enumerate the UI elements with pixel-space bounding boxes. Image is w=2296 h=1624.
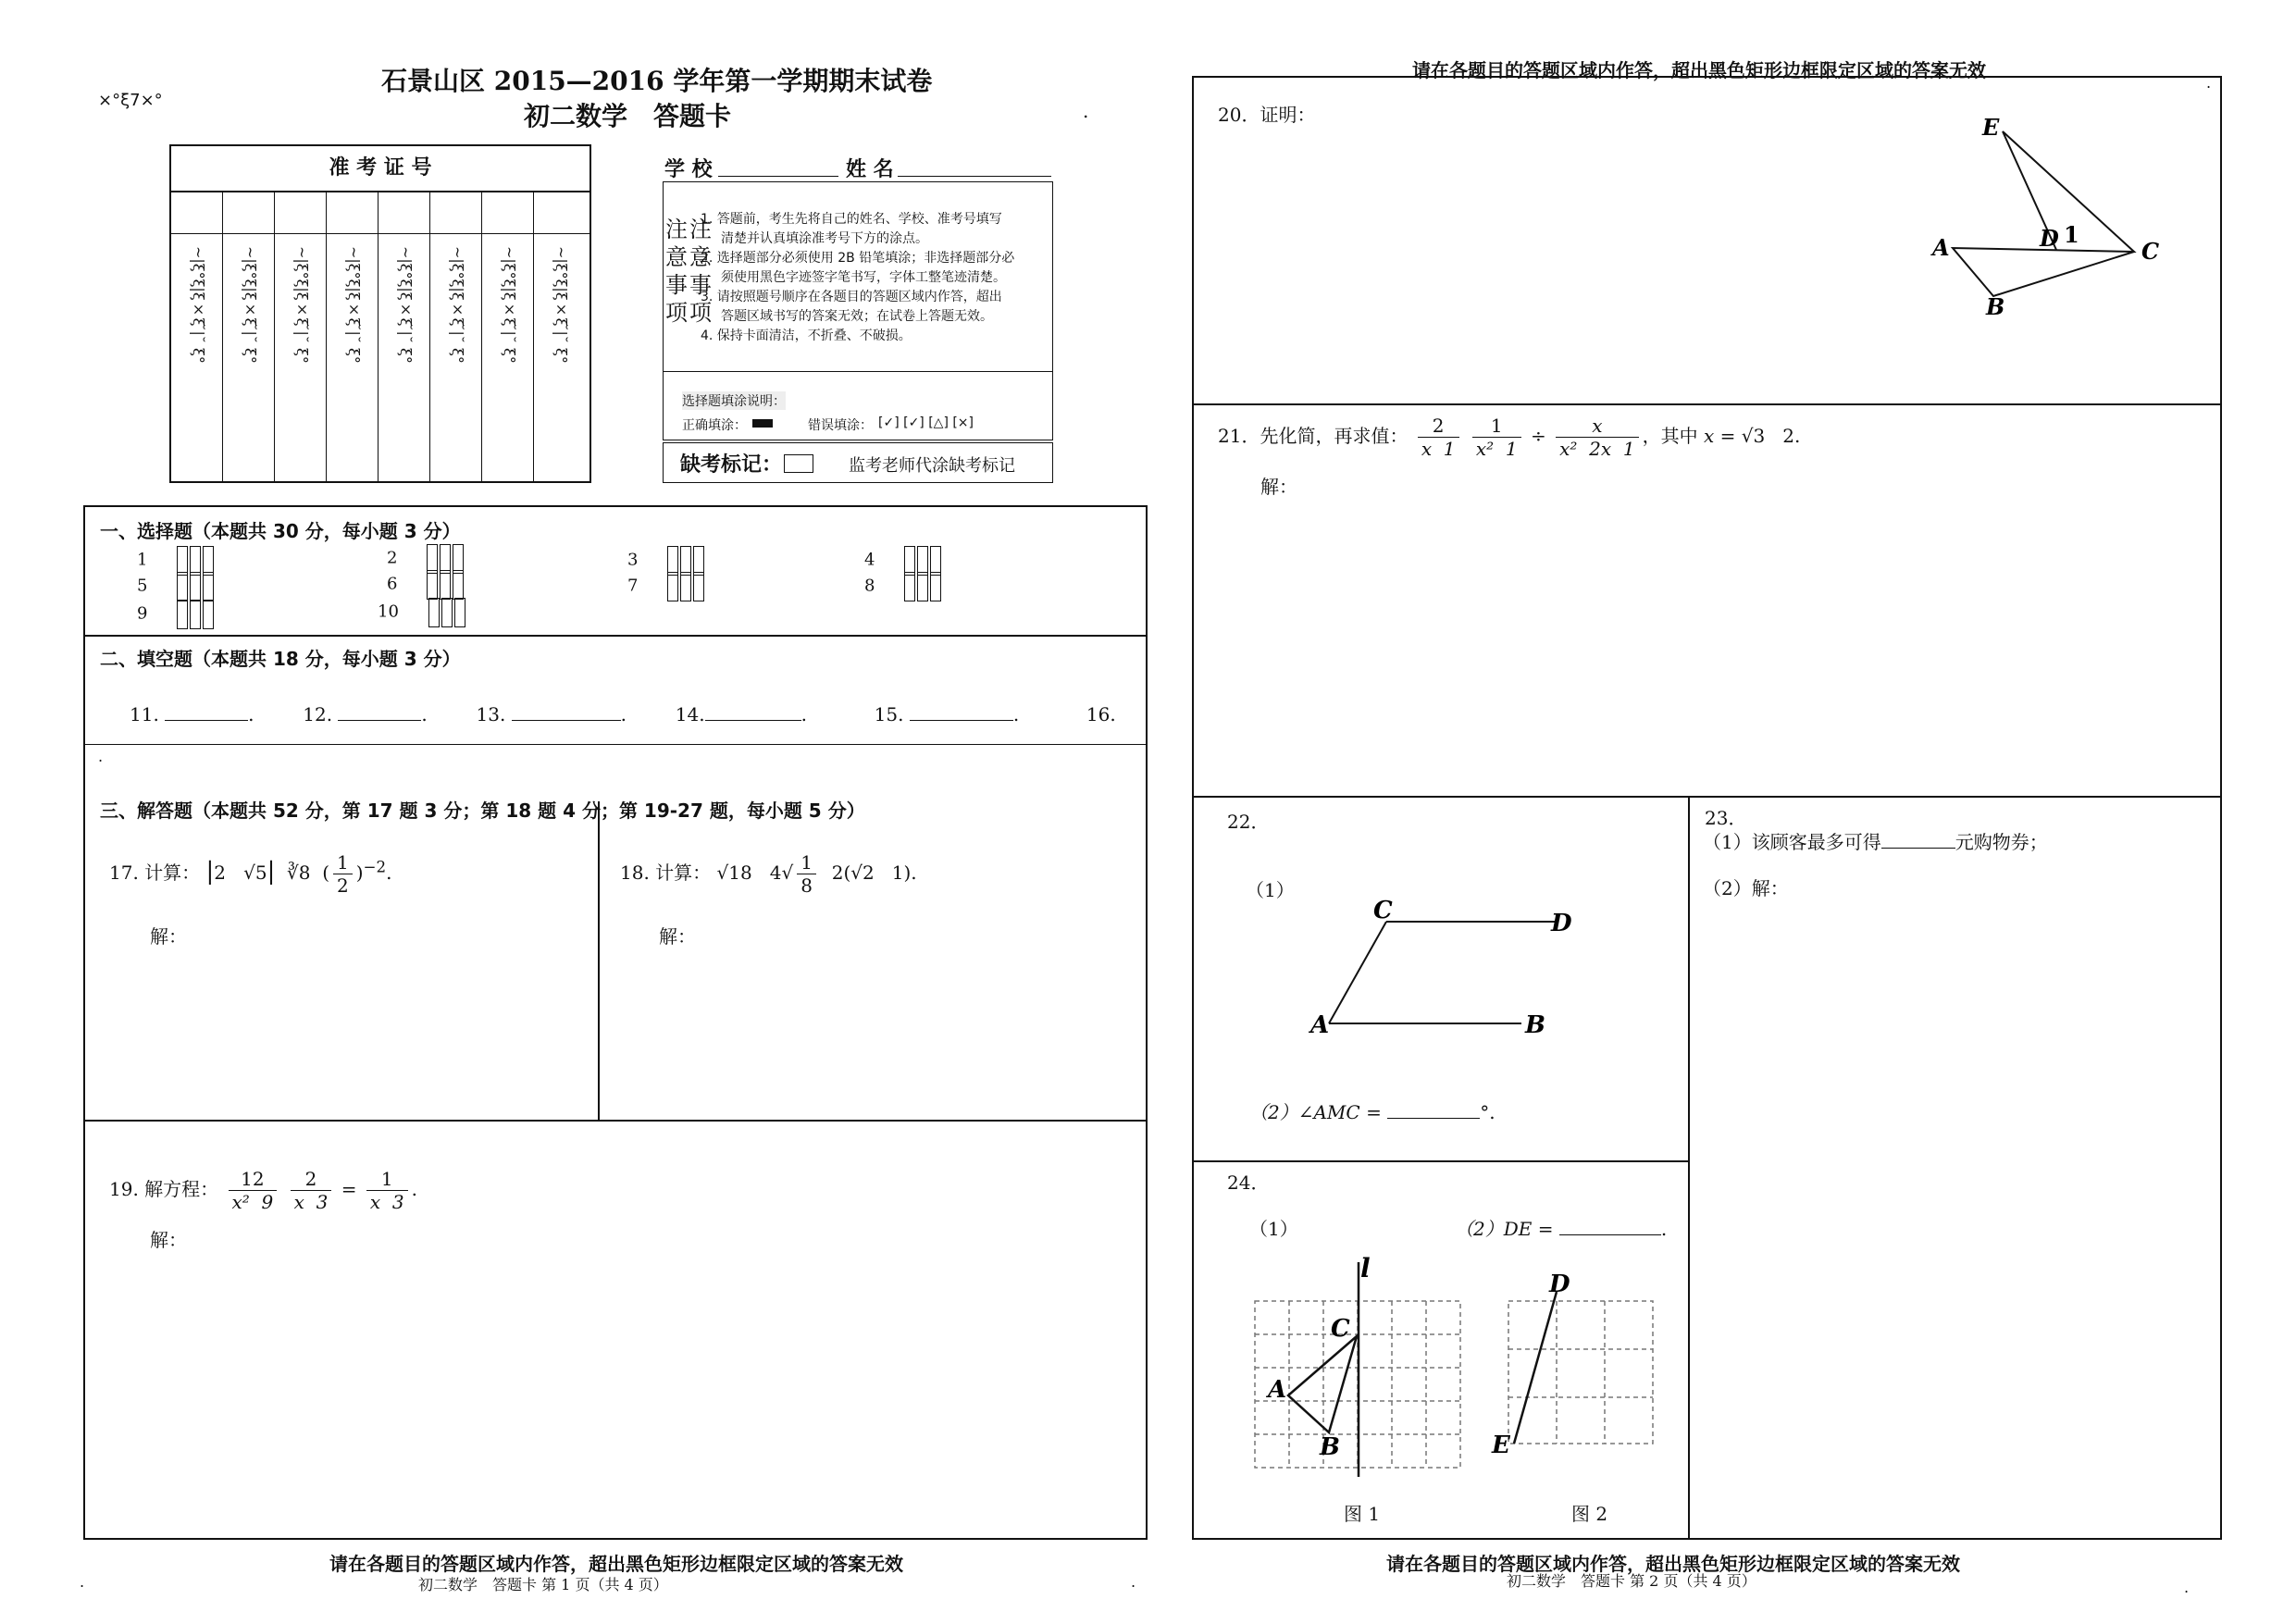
choice-item[interactable]: 6 xyxy=(387,570,464,600)
q21-solve-label: 解： xyxy=(1260,476,1297,498)
choice-item[interactable]: 2 xyxy=(387,544,464,574)
q24-part2: （2）DE = . xyxy=(1455,1218,1668,1240)
fill-blank-number: 11. xyxy=(130,703,159,725)
fill-blank-number: 15. xyxy=(874,703,904,725)
choice-item[interactable]: 7 xyxy=(627,572,704,601)
q21-expression: 21．先化简，再求值： $\frac{2}{x 1}$ $\frac{1}{\text{x² 1}}$ ÷ $\frac{x}{\text{x² 2x 1}}$ ，其中 x = √3 2. xyxy=(1218,415,1801,460)
q21-answer-area[interactable] xyxy=(1196,500,2218,790)
q19-solve-label: 解： xyxy=(150,1229,187,1251)
figure2-caption: 图 2 xyxy=(1571,1503,1608,1525)
q22-part2: （2）∠AMC = °. xyxy=(1249,1101,1496,1123)
q22-q23-divider xyxy=(1688,796,1690,1540)
exam-id-column[interactable]: ~|ξ°ξ|ξ×ξ ̆|˘ ξ° xyxy=(275,191,327,481)
notice-box xyxy=(663,181,1053,440)
fill-blank-row: 11. . 12. . 13. . 14. . 15. . 16. xyxy=(130,703,1116,725)
fill-blank-12[interactable] xyxy=(338,701,421,721)
fill-blank-number: 14. xyxy=(675,703,705,725)
fill-blank-15[interactable] xyxy=(910,701,1013,721)
notice-side-label: 注 意 事 项 xyxy=(689,217,712,326)
q17-answer-area[interactable] xyxy=(87,962,594,1114)
label-A: A xyxy=(1310,1011,1330,1039)
exam-id-column[interactable]: ~|ξ°ξ|ξ×ξ ̆|˘ ξ° xyxy=(552,246,570,364)
q24-figure2[interactable] xyxy=(1481,1268,1666,1471)
choice-item[interactable]: 5 xyxy=(137,572,214,601)
label-D: D xyxy=(1549,1271,1570,1298)
absent-label: 缺考标记： xyxy=(680,453,783,477)
q23-answer-area[interactable] xyxy=(1692,907,2219,1536)
exam-id-column[interactable]: ~|ξ°ξ|ξ×ξ ̆|˘ ξ° xyxy=(430,191,482,481)
q22-figure xyxy=(1305,898,1601,1046)
label-A: A xyxy=(1932,234,1950,261)
left-warning: 请在各题目的答题区域内作答，超出黑色矩形边框限定区域的答案无效 xyxy=(329,1553,903,1575)
q18-expression: 18. 计算： √18 4√ $\frac{1}{8}$ 2(√2 1). xyxy=(620,851,917,897)
section2-title: 二、填空题（本题共 18 分，每小题 3 分） xyxy=(100,648,461,670)
section-divider xyxy=(83,744,1148,745)
corner-mark: ×°ξ7×° xyxy=(98,91,163,110)
exam-id-column[interactable]: ~|ξ°ξ|ξ×ξ ̆|˘ ξ° xyxy=(379,191,430,481)
correct-fill-example xyxy=(752,419,773,428)
stray-dot: . xyxy=(1131,1573,1136,1591)
label-D: D xyxy=(2040,225,2059,252)
page-subtitle: 初二数学 答题卡 xyxy=(524,101,732,131)
exam-id-grid xyxy=(171,191,590,481)
fill-blank-number: 13. xyxy=(476,703,506,725)
fill-blank-number: 12. xyxy=(303,703,333,725)
figure1-caption: 图 1 xyxy=(1344,1503,1381,1525)
label-B: B xyxy=(1525,1011,1545,1039)
fill-instruction-title: 选择题填涂说明： xyxy=(682,391,786,410)
absent-box xyxy=(663,442,1053,483)
fill-blank-13[interactable] xyxy=(512,701,621,721)
section3-title: 三、解答题（本题共 52 分，第 17 题 3 分；第 18 题 4 分；第 19-27 题，每小题 5 分） xyxy=(100,800,865,822)
label-l: l xyxy=(1360,1253,1371,1283)
q23-part1: （1）该顾客最多可得 元购物券； xyxy=(1703,831,2048,853)
exam-id-column[interactable]: ~|ξ°ξ|ξ×ξ ̆|˘ ξ° xyxy=(482,191,534,481)
page-title: 石景山区 2015—2016 学年第一学期期末试卷 xyxy=(381,66,933,96)
choice-item[interactable]: 10 xyxy=(378,598,465,627)
name-label: 姓 名 xyxy=(846,158,894,181)
label-C: C xyxy=(2141,238,2160,265)
q18-answer-area[interactable] xyxy=(602,962,1144,1114)
label-1: 1 xyxy=(2064,221,2079,248)
exam-id-column[interactable]: ~|ξ°ξ|ξ×ξ ̆|˘ ξ° xyxy=(223,191,275,481)
school-label: 学 校 xyxy=(664,158,713,181)
left-page-footer: 初二数学 答题卡 第 1 页（共 4 页） xyxy=(418,1576,668,1593)
absent-note: 监考老师代涂缺考标记 xyxy=(849,456,1015,476)
choice-item[interactable]: 3 xyxy=(627,546,704,576)
q17-q18-divider xyxy=(598,801,600,1120)
school-field[interactable] xyxy=(718,176,838,177)
correct-fill-label: 正确填涂： xyxy=(682,418,747,433)
q22-angle-blank[interactable] xyxy=(1387,1099,1480,1119)
name-field[interactable] xyxy=(898,176,1051,177)
section-divider xyxy=(83,1120,1148,1122)
q17-solve-label: 解： xyxy=(150,925,187,948)
q22-part1: （1） xyxy=(1246,879,1295,901)
section1-title: 一、选择题（本题共 30 分，每小题 3 分） xyxy=(100,520,461,542)
exam-id-column[interactable]: ~|ξ°ξ|ξ×ξ ̆|˘ ξ° xyxy=(171,191,223,481)
q23-voucher-blank[interactable] xyxy=(1881,829,1955,849)
wrong-fill-label: 错误填涂： xyxy=(808,418,873,433)
q24-part1: （1） xyxy=(1249,1218,1298,1240)
exam-id-label: 准 考 证 号 xyxy=(171,146,590,192)
q20-figure xyxy=(1925,111,2166,333)
q18-solve-label: 解： xyxy=(659,925,696,948)
section-divider xyxy=(83,635,1148,637)
exam-id-column[interactable]: ~|ξ°ξ|ξ×ξ ̆|˘ ξ° xyxy=(327,191,379,481)
q24-de-blank[interactable] xyxy=(1559,1216,1661,1235)
stray-dot: . xyxy=(80,1573,85,1591)
fill-blank-number: 16. xyxy=(1086,703,1116,725)
right-page-footer: 初二数学 答题卡 第 2 页（共 4 页） xyxy=(1507,1572,1756,1590)
q23-label: 23． xyxy=(1705,807,1747,829)
label-C: C xyxy=(1373,898,1393,924)
choice-item[interactable]: 9 xyxy=(137,600,214,629)
absent-checkbox[interactable] xyxy=(784,454,813,473)
label-A: A xyxy=(1268,1376,1287,1404)
section-divider xyxy=(1192,403,2222,405)
fill-blank-11[interactable] xyxy=(165,701,248,721)
notice-list: 1. 答题前，考生先将自己的姓名、学校、准考号填写 清楚并认真填涂准考号下方的涂点。 2. 选择题部分必须使用 2B 铅笔填涂；非选择题部分必 须使用黑色字迹签字笔书写，字体工整笔迹清楚。 3. 请按照题号顺序在各题目的答题区域内作答，超出 答题区域书写的答案无效；在试卷上答题无效。 4. 保持卡面清洁，不折叠、不破损。 xyxy=(701,212,1015,343)
choice-item[interactable]: 1 xyxy=(137,546,214,576)
right-warning-bottom: 请在各题目的答题区域内作答，超出黑色矩形边框限定区域的答案无效 xyxy=(1386,1553,1960,1575)
stray-dot: . xyxy=(2184,1579,2190,1596)
notice-side-label: 注 意 事 项 xyxy=(665,217,688,326)
section-divider xyxy=(1192,796,2222,798)
choice-item[interactable]: 4 xyxy=(864,546,941,576)
wrong-fill-examples: [✓] [✓] [△] [×] xyxy=(878,415,974,430)
q17-expression: 17. 计算： |2 √5| ∛8 ( $\frac{1}{2}$ )$^{-2}$. xyxy=(109,851,392,897)
exam-id-box xyxy=(169,144,591,483)
section-divider xyxy=(1192,1160,1688,1162)
stray-dot: . xyxy=(2206,74,2212,92)
stray-dot: . xyxy=(98,748,104,765)
q24-figure1[interactable] xyxy=(1240,1249,1481,1481)
label-B: B xyxy=(1320,1433,1340,1461)
title-dot: . xyxy=(1083,100,1089,122)
q19-expression: 19. 解方程： $\frac{12}{\text{x² 9}}$ $\frac{2}{x 3}$ = $\frac{1}{x 3}$ . xyxy=(109,1168,417,1213)
q24-label: 24． xyxy=(1227,1172,1270,1194)
right-warning-top: 请在各题目的答题区域内作答，超出黑色矩形边框限定区域的答案无效 xyxy=(1412,59,1986,81)
label-D: D xyxy=(1551,910,1572,937)
q22-label: 22． xyxy=(1227,811,1270,833)
q23-part2: （2）解： xyxy=(1703,877,1789,899)
choice-item[interactable]: 8 xyxy=(864,572,941,601)
fill-blank-14[interactable] xyxy=(705,701,801,721)
label-C: C xyxy=(1331,1315,1350,1343)
q20-label: 20．证明： xyxy=(1218,104,1316,126)
q19-answer-area[interactable] xyxy=(87,1258,1144,1534)
label-E: E xyxy=(1982,114,2000,141)
label-E: E xyxy=(1492,1432,1510,1459)
label-B: B xyxy=(1986,293,2005,320)
